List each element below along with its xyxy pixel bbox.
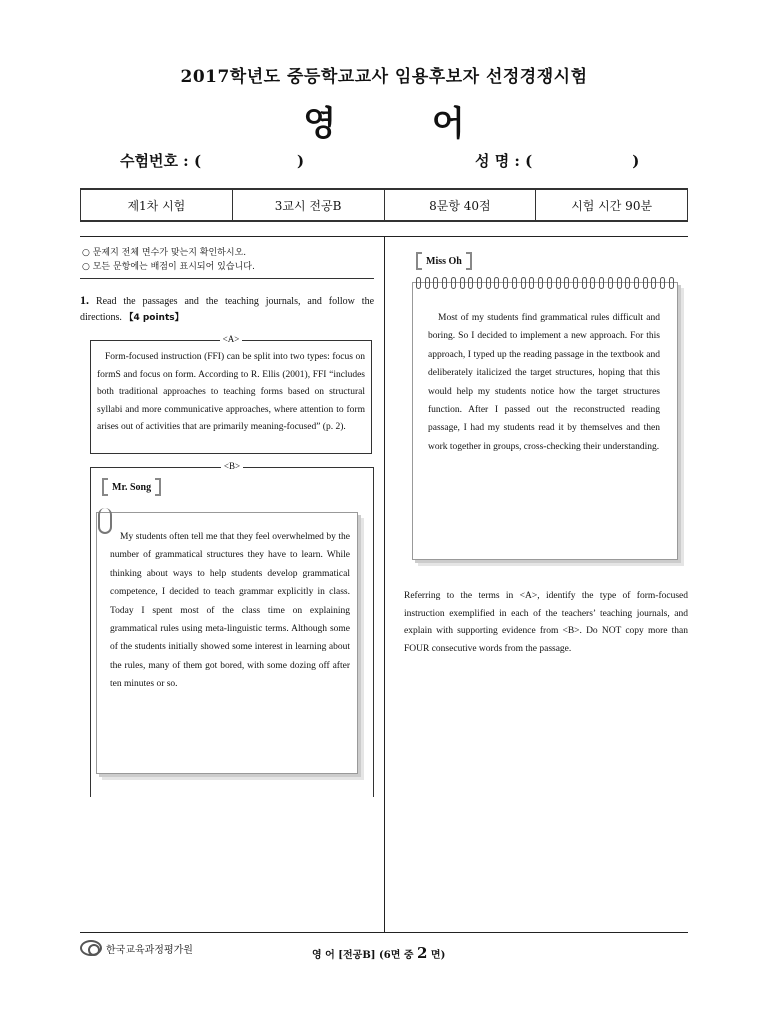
notices	[82, 246, 255, 274]
exam-title: 2017학년도 중등학교교사 임용후보자 선정경쟁시험	[180, 67, 588, 87]
spiral-binding-icon	[416, 277, 674, 289]
song-journal-text: My students often tell me that they feel overwhelmed by the number of grammatical structures they have to learn. While thinking about ways to help students develop grammatical competence, I decided to teach grammar explicitly in class. Today I spent most of the class time on explaining grammatical rules using meta-linguistic terms. Although some of the students initially showed some interest in learning about the rules, many of them got bored, with some dozing off after ten minutes or so.	[110, 532, 350, 690]
question-direction: Referring to the terms in <A>, identify the type of form-focused instruction exemplified in each of the teachers’ teaching journals, and explain with supporting evidence from <B>. Do NOT copy more than FOUR consecutive words from the passage.	[404, 591, 688, 654]
teacher-song-tag	[102, 478, 161, 496]
name-field	[475, 150, 639, 171]
meta-time: 시험 시간 90분	[536, 189, 688, 221]
exam-meta-table	[80, 188, 688, 222]
subject-title: 영 어	[303, 104, 507, 144]
notice-divider	[80, 278, 374, 279]
bracket-right-icon	[155, 478, 161, 496]
name-close: )	[632, 152, 640, 170]
question-number: 1.	[80, 293, 89, 307]
kice-logo-icon	[80, 940, 102, 956]
oh-journal-text: Most of my students find grammatical rules difficult and boring. So I decided to implement a new approach. For this approach, I typed up the reading passage in the textbook and deliberately italicized the target structures, hoping that this would help my students notice how the target structures function. After I passed out the reconstructed reading passage, I had my students read it by themselves and then work together in groups, cross-checking their understanding.	[428, 313, 660, 452]
meta-period: 3교시 전공B	[232, 189, 384, 221]
passage-b-label: <B>	[221, 461, 243, 471]
page-number: 2	[416, 944, 428, 962]
exam-number-label: 수험번호 : (	[120, 152, 202, 170]
notice-item: ○ 모든 문항에는 배점이 표시되어 있습니다.	[82, 262, 255, 272]
question-instruction: Read the passages and the teaching journals, and follow the directions.	[80, 296, 375, 323]
page-indicator	[312, 944, 445, 962]
passage-a-text: Form-focused instruction (FFI) can be split into two types: focus on formS and focus on form. According to R. Ellis (2001), FFI “includes both traditional approaches to teaching forms based on structural syllabi and more communicative approaches, where attention to form arises out of activities that are primarily meaning-focused” (p. 2).	[97, 352, 365, 433]
exam-number-field	[120, 150, 304, 171]
name-label: 성 명 : (	[475, 152, 533, 170]
teacher-song-name: Mr. Song	[112, 481, 152, 493]
page-prefix: 영 어 [전공B] (6면 중	[312, 950, 414, 961]
passage-a-box	[90, 334, 372, 454]
column-divider	[384, 236, 385, 932]
footer-logo	[80, 940, 193, 956]
page-suffix: 면)	[430, 950, 446, 961]
question-points: 【4 points】	[124, 313, 184, 323]
meta-session: 제1차 시험	[81, 189, 233, 221]
exam-number-close: )	[297, 152, 305, 170]
question-stem	[80, 292, 374, 326]
footer-org: 한국교육과정평가원	[106, 944, 193, 956]
teacher-oh-tag	[416, 252, 472, 270]
meta-items: 8문항 40점	[384, 189, 536, 221]
passage-a-label: <A>	[220, 334, 243, 344]
bottom-rule	[80, 932, 688, 933]
teacher-oh-name: Miss Oh	[426, 255, 462, 267]
notice-item: ○ 문제지 전체 면수가 맞는지 확인하시오.	[82, 248, 247, 258]
bracket-right-icon	[466, 252, 472, 270]
